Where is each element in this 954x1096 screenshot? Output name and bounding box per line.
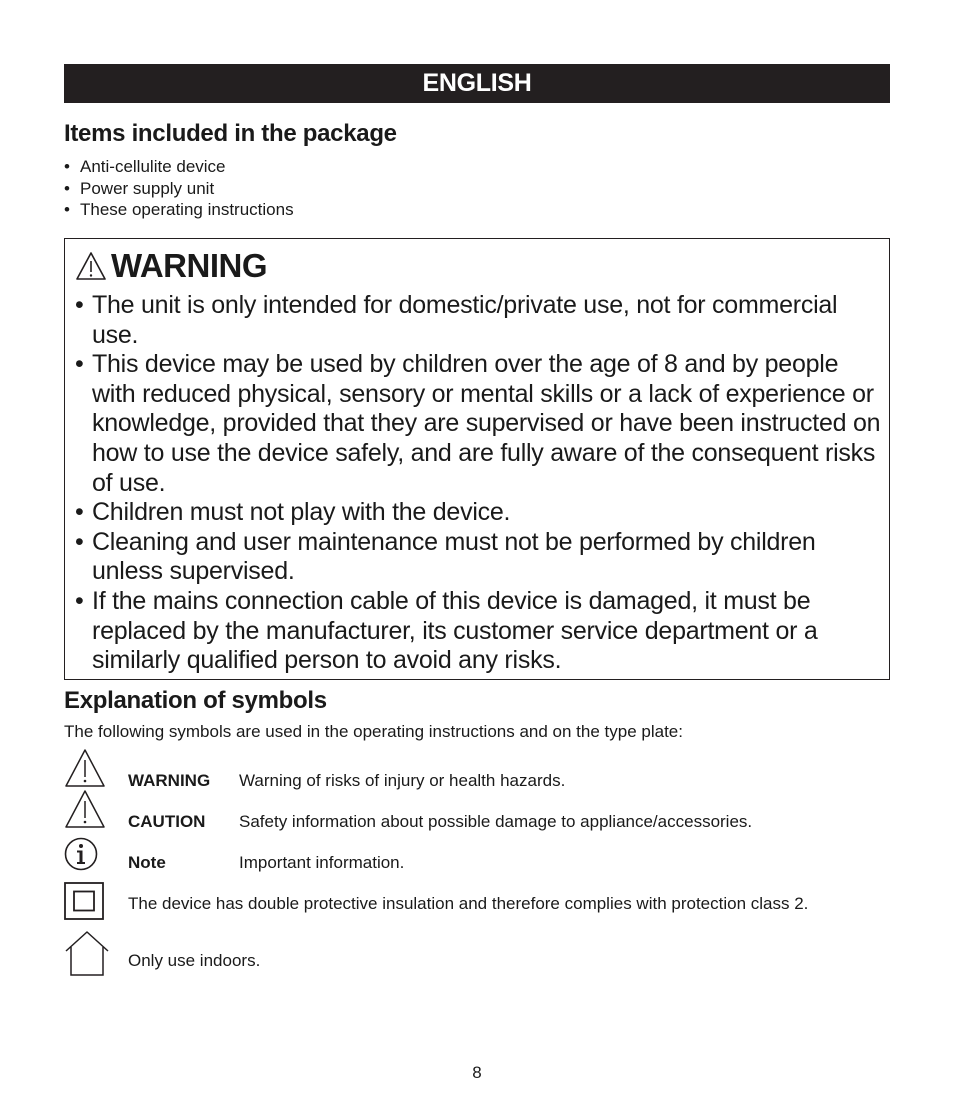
list-item: • Cleaning and user maintenance must not be performed by children unless supervised. — [75, 528, 885, 587]
list-item: • The unit is only intended for domestic/private use, not for commercial use. — [75, 291, 885, 350]
symbol-label: CAUTION — [128, 812, 206, 831]
info-icon — [64, 837, 98, 871]
package-heading: Items included in the package — [64, 120, 397, 147]
symbol-description: The device has double protective insulation and therefore complies with protection class 2. — [128, 894, 809, 913]
page-number: 8 — [472, 1063, 482, 1082]
package-list — [64, 156, 294, 221]
warning-list — [75, 291, 885, 676]
list-item: • These operating instructions — [64, 199, 294, 221]
list-item: • Anti-cellulite device — [64, 156, 294, 178]
warning-box — [64, 238, 890, 680]
symbol-label: Note — [128, 853, 166, 872]
list-item: • This device may be used by children over the age of 8 and by people with reduced physical, sensory or mental skills or a lack of experience or knowledge, provided that they are supervised or have been instructed on how to use the device safely, and are fully aware of the consequent risks of use. — [75, 350, 885, 498]
list-item: • Children must not play with the device. — [75, 498, 885, 528]
warning-header — [75, 247, 267, 285]
list-item: • Power supply unit — [64, 178, 294, 200]
symbol-description: Warning of risks of injury or health hazards. — [239, 771, 566, 790]
list-item: • If the mains connection cable of this device is damaged, it must be replaced by the manufacturer, its customer service department or a similarly qualified person to avoid any risks. — [75, 587, 885, 676]
caution-triangle-icon — [64, 789, 106, 829]
symbol-label: WARNING — [128, 771, 211, 790]
warning-triangle-icon — [75, 251, 107, 281]
double-insulation-icon — [64, 882, 104, 920]
symbol-description: Important information. — [239, 853, 405, 872]
house-icon — [64, 930, 110, 976]
warning-title: WARNING — [111, 247, 267, 284]
warning-triangle-icon — [64, 748, 106, 788]
symbol-description: Safety information about possible damage to appliance/accessories. — [239, 812, 753, 831]
symbol-description: Only use indoors. — [128, 951, 261, 970]
language-header — [64, 64, 890, 103]
symbols-intro: The following symbols are used in the operating instructions and on the type plate: — [64, 722, 683, 741]
language-label: ENGLISH — [422, 69, 532, 97]
symbols-heading: Explanation of symbols — [64, 687, 327, 714]
